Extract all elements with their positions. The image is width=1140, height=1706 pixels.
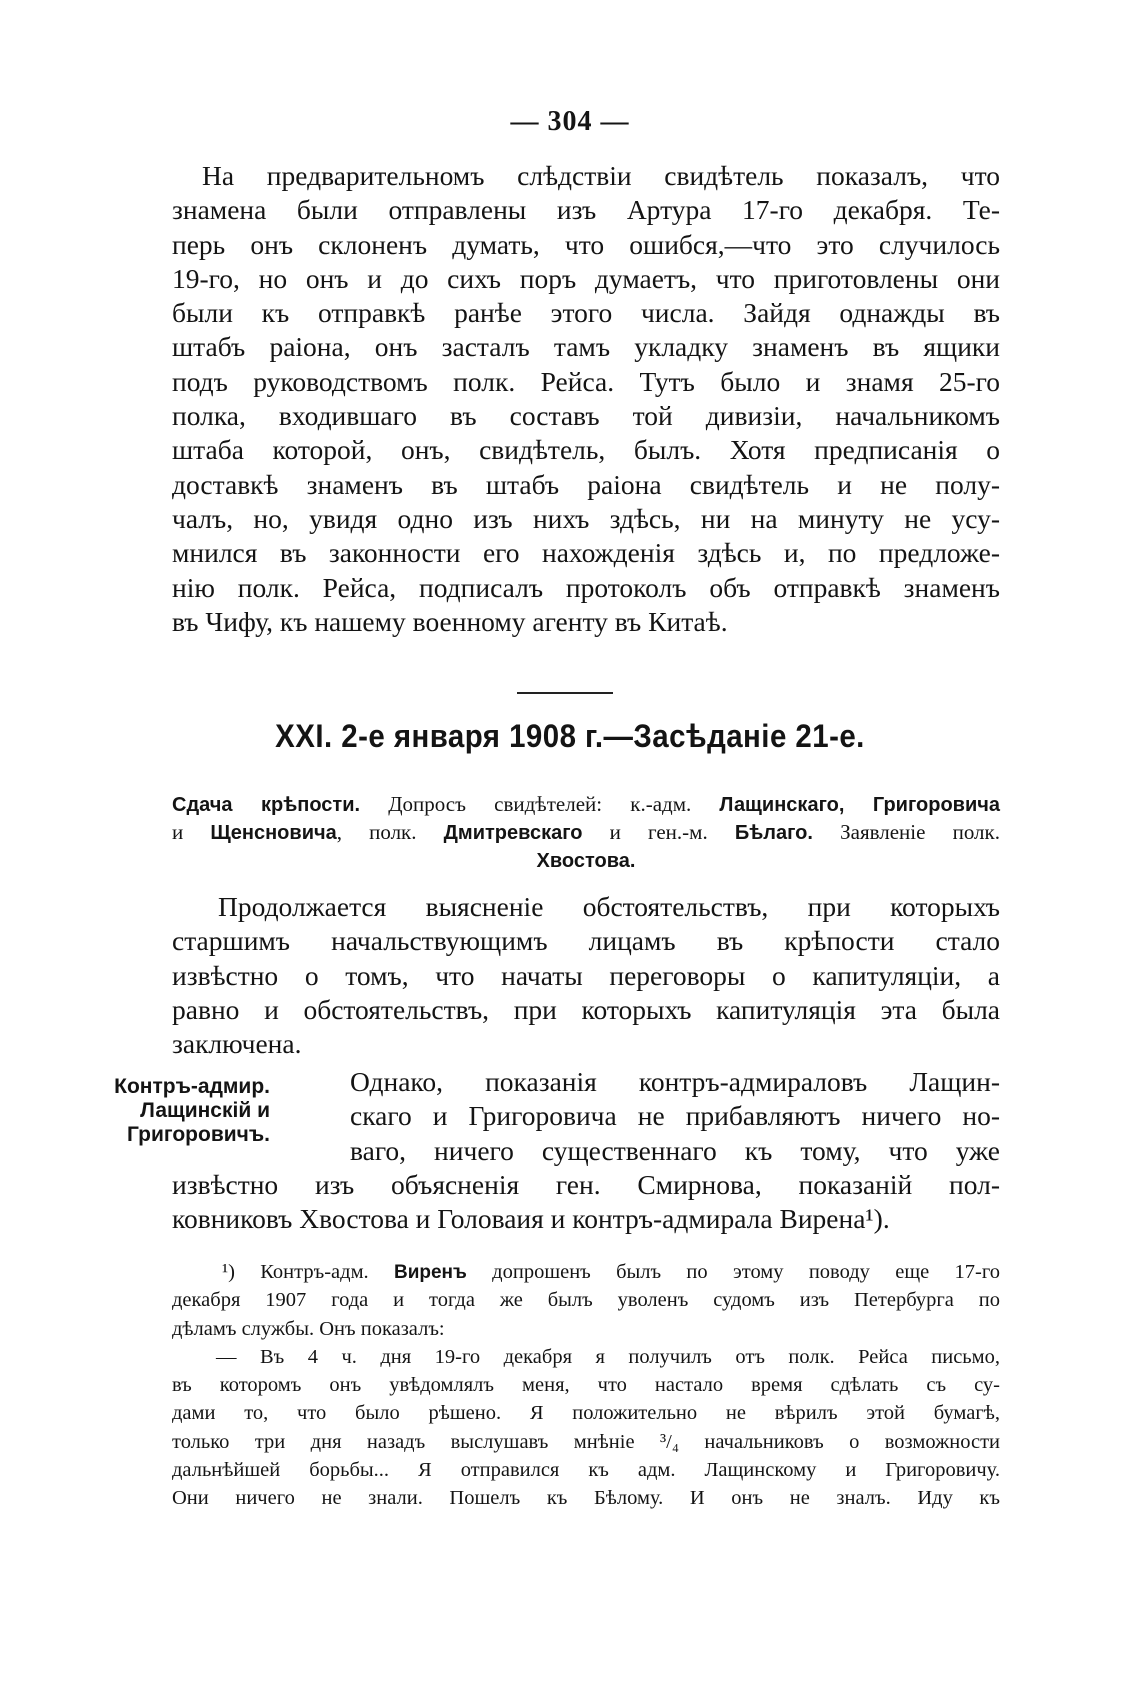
text-line: Продолжается выясненіе обстоятельствъ, при которыхъ — [218, 891, 1000, 922]
summary-bold: Сдача крѣпости. — [172, 794, 361, 816]
summary-text: Заявленіе полк. — [812, 820, 1000, 844]
text-line: заключена. — [172, 1028, 302, 1060]
section-heading: XXI. 2-е января 1908 г.—Засѣданіе 21-е. — [275, 718, 865, 754]
text-line: ваго, ничего существеннаго къ тому, что уже — [350, 1134, 1000, 1166]
text-line: были къ отправкѣ ранѣе этого числа. Зайдя однажды въ — [172, 297, 1000, 329]
summary-text: Допросъ свидѣтелей: к.-адм. — [360, 792, 720, 816]
text-line: доставкѣ знаменъ въ штабъ раіона свидѣтель и не полу- — [172, 468, 1000, 500]
section-divider — [517, 692, 613, 694]
text-line: скаго и Григоровича не прибавляютъ ничего но- — [350, 1100, 1000, 1132]
text-line: штаба которой, онъ, свидѣтель, былъ. Хотя предписанія о — [172, 434, 1000, 466]
paragraph-3-wide — [172, 1168, 1000, 1237]
text-line — [172, 1202, 1000, 1236]
text-line: перь онъ склоненъ думать, что ошибся,—что это случилось — [172, 228, 1000, 260]
footnote-line: дами то, что было рѣшено. Я положительно не вѣрилъ этой бумагѣ, — [172, 1402, 1000, 1425]
summary-bold: Бѣлаго. — [734, 822, 813, 844]
text-line: чалъ, но, увидя одно изъ нихъ здѣсь, ни на минуту не усу- — [172, 502, 1000, 534]
text-line: равно и обстоятельствъ, при которыхъ капитуляція эта была — [172, 993, 1000, 1025]
margin-note-line: Контръ-адмир. — [114, 1075, 270, 1098]
paragraph-3-narrow — [172, 1065, 1000, 1168]
margin-note-line: Григоровичъ. — [127, 1123, 270, 1146]
text-line: старшимъ начальствующимъ лицамъ въ крѣпости стало — [172, 925, 1000, 957]
text-line: На предварительномъ слѣдствіи свидѣтель показалъ, что — [202, 160, 1000, 191]
text-line: 19-го, но онъ и до сихъ поръ думаетъ, что приготовлены они — [172, 262, 1000, 294]
margin-note-line: Лащинскій и — [140, 1099, 270, 1122]
text-line: извѣстно изъ объясненія ген. Смирнова, показаній пол- — [172, 1169, 1000, 1200]
text-line: штабъ раіона, онъ засталъ тамъ укладку знаменъ въ ящики — [172, 331, 1000, 363]
summary-line — [172, 846, 1000, 874]
summary-bold: Лащинскаго, Григоровича — [719, 794, 1001, 816]
paragraph-2 — [172, 890, 1000, 1061]
footnote-line — [172, 1258, 1000, 1286]
footnote-bold: Виренъ — [393, 1262, 467, 1283]
summary-line — [172, 790, 1000, 818]
summary-line — [172, 818, 1000, 846]
footnote-reference[interactable]: ¹). — [865, 1203, 890, 1235]
footnote-line: декабря 1907 года и тогда же былъ уволенъ судомъ изъ Петербурга по — [172, 1289, 1000, 1312]
text-line: мнился въ законности его нахожденія здѣсь и, по предложе- — [172, 537, 1000, 569]
summary-bold: Дмитревскаго — [443, 822, 583, 844]
footnote-line: дальнѣйшей борьбы... Я отправился къ адм. Лащинскому и Григоровичу. — [172, 1459, 1000, 1482]
summary-bold: Хвостова. — [536, 850, 636, 872]
footnote-line: дѣламъ службы. Онъ показалъ: — [172, 1317, 445, 1340]
summary-text: , полк. — [336, 820, 444, 844]
summary-text: и ген.-м. — [582, 820, 735, 844]
text-line: полка, входившаго въ составъ той дивизіи, начальникомъ — [172, 400, 1000, 432]
footnote-line: Они ничего не знали. Пошелъ къ Бѣлому. И онъ не зналъ. Иду къ — [172, 1487, 1000, 1510]
section-summary — [172, 790, 1000, 874]
text-line-body: ковниковъ Хвостова и Головаия и контръ-адмирала Вирена — [172, 1203, 866, 1235]
text-line: Однако, показанія контръ-адмираловъ Лащин- — [350, 1066, 1000, 1097]
summary-bold: Щенсновича — [210, 822, 337, 844]
footnote-line: — Въ 4 ч. дня 19-го декабря я получилъ отъ полк. Рейса письмо, — [216, 1345, 1000, 1368]
text-line: знамена были отправлены изъ Артура 17-го декабря. Те- — [172, 194, 1000, 226]
summary-text: и — [172, 820, 211, 844]
footnote-text: допрошенъ былъ по этому поводу еще 17-го — [466, 1261, 1000, 1283]
paragraph-1 — [172, 159, 1000, 639]
text-line: подъ руководствомъ полк. Рейса. Тутъ было и знамя 25-го — [172, 365, 1000, 397]
footnote-line: въ которомъ онъ увѣдомлялъ меня, что настало время сдѣлать съ су- — [172, 1374, 1000, 1397]
text-line: нію полк. Рейса, подписалъ протоколъ объ отправкѣ знаменъ — [172, 571, 1000, 603]
text-line: въ Чифу, къ нашему военному агенту въ Китаѣ. — [172, 605, 728, 637]
footnote-line: только три дня назадъ выслушавъ мнѣніе ³/₄ начальниковъ о возможности — [172, 1430, 1000, 1453]
footnote — [172, 1258, 1000, 1513]
text-line: извѣстно о томъ, что начаты переговоры о капитуляціи, а — [172, 959, 1000, 991]
footnote-text: ¹) Контръ-адм. — [222, 1261, 394, 1283]
page-number: — 304 — — [510, 106, 630, 137]
